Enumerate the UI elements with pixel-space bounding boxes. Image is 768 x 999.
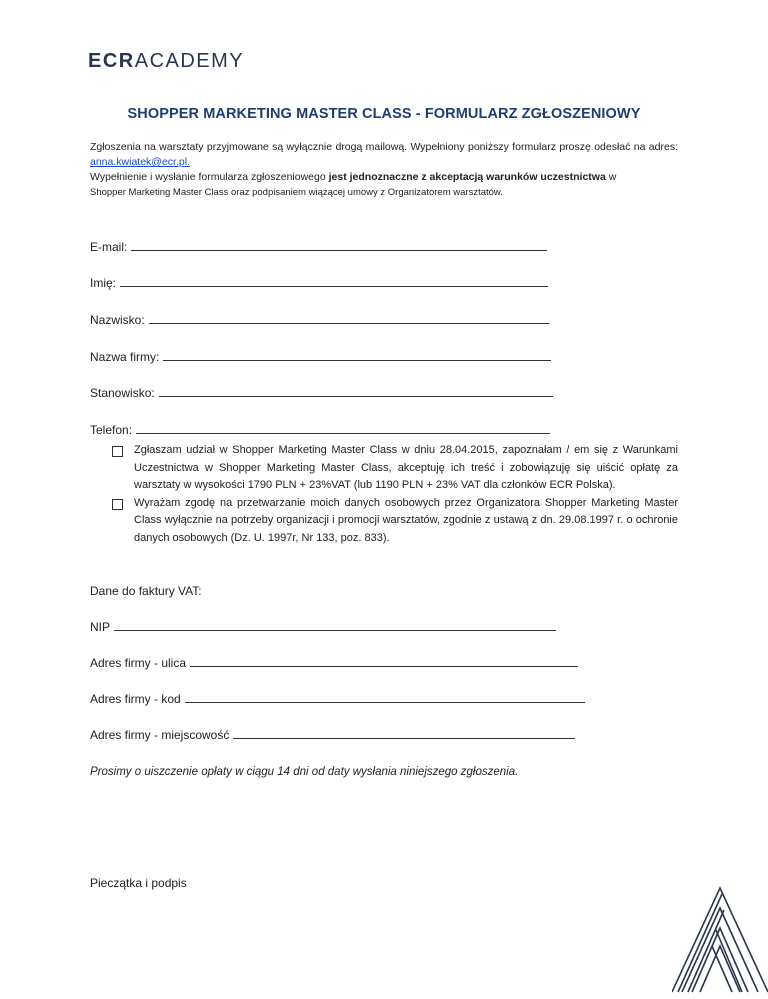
intro-line-2-start: Wypełnienie i wysłanie formularza zgłoszeniowego: [90, 171, 329, 183]
nip-label: NIP: [90, 620, 111, 634]
email-link[interactable]: anna.kwiatek@ecr.pl.: [90, 156, 190, 168]
intro-paragraph-1: [90, 140, 678, 170]
city-field[interactable]: [90, 728, 575, 742]
participation-text: Zgłaszam udział w Shopper Marketing Master Class w dniu 28.04.2015, zapoznałam / em się z Warunkami Uczestnictwa w Shopper Marketing Master Class, akceptuję ich treść i zobowiązuję się uiścić opłatę za warsztaty w wysokości 1790 PLN + 23%VAT (lub 1190 PLN + 23% VAT dla członków ECR Polska).: [134, 444, 678, 491]
postal-code-field[interactable]: [90, 692, 585, 706]
consent-list: [112, 442, 678, 547]
first-name-field[interactable]: [90, 276, 548, 290]
street-field[interactable]: [90, 656, 578, 670]
participation-checkbox[interactable]: [112, 446, 123, 457]
data-processing-checkbox[interactable]: [112, 499, 123, 510]
email-field[interactable]: [90, 240, 547, 254]
company-field[interactable]: [90, 350, 551, 364]
stripes-a-icon: [672, 884, 768, 994]
intro-paragraph-3: Shopper Marketing Master Class oraz podpisaniem wiążącej umowy z Organizatorem warsztatów.: [90, 187, 503, 198]
intro-line-2-end: w: [605, 171, 617, 183]
form-title: SHOPPER MARKETING MASTER CLASS - FORMULARZ ZGŁOSZENIOWY: [127, 106, 641, 122]
last-name-input-line[interactable]: [149, 322, 549, 324]
consent-data-processing: [112, 495, 678, 548]
postal-code-label: Adres firmy - kod: [90, 692, 181, 706]
company-label: Nazwa firmy:: [90, 350, 160, 364]
email-input-line[interactable]: [131, 249, 547, 251]
consent-participation: [112, 442, 678, 495]
city-input-line[interactable]: [233, 737, 575, 739]
phone-label: Telefon:: [90, 423, 133, 437]
logo-bold-text: ECR: [88, 50, 135, 72]
invoice-heading: Dane do faktury VAT:: [90, 584, 202, 598]
ecr-academy-logo: [88, 50, 244, 73]
phone-input-line[interactable]: [136, 432, 550, 434]
payment-note: Prosimy o uiszczenie opłaty w ciągu 14 dni od daty wysłania niniejszego zgłoszenia.: [90, 766, 519, 778]
first-name-label: Imię:: [90, 276, 117, 290]
city-label: Adres firmy - miejscowość: [90, 728, 230, 742]
last-name-field[interactable]: [90, 313, 549, 327]
nip-input-line[interactable]: [114, 629, 556, 631]
intro-line-2-bold: jest jednoznaczne z akceptacją warunków uczestnictwa: [328, 171, 606, 183]
position-label: Stanowisko:: [90, 386, 155, 400]
phone-field[interactable]: [90, 423, 550, 437]
street-input-line[interactable]: [190, 665, 578, 667]
first-name-input-line[interactable]: [120, 285, 548, 287]
email-label: E-mail:: [90, 240, 128, 254]
postal-code-input-line[interactable]: [185, 701, 585, 703]
last-name-label: Nazwisko:: [90, 313, 145, 327]
nip-field[interactable]: [90, 620, 556, 634]
intro-paragraph-2: [90, 170, 678, 185]
intro-text: [90, 140, 678, 200]
logo-light-text: ACADEMY: [134, 50, 245, 72]
data-processing-text: Wyrażam zgodę na przetwarzanie moich danych osobowych przez Organizatora Shopper Marketing Master Class wyłącznie na potrzeby organizacji i promocji warsztatów, zgodnie z ustawą z dn. 29.08.1997 r. o ochronie danych osobowych (Dz. U. 1997r, Nr 133, poz. 833).: [134, 496, 678, 544]
intro-line-1: Zgłoszenia na warsztaty przyjmowane są wyłącznie drogą mailową. Wypełniony poniższy formularz proszę odesłać na adres:: [90, 141, 678, 153]
signature-label: Pieczątka i podpis: [90, 876, 187, 890]
street-label: Adres firmy - ulica: [90, 656, 187, 670]
position-input-line[interactable]: [159, 395, 553, 397]
ecr-monogram-icon: [672, 884, 768, 999]
company-input-line[interactable]: [163, 359, 551, 361]
position-field[interactable]: [90, 386, 553, 400]
